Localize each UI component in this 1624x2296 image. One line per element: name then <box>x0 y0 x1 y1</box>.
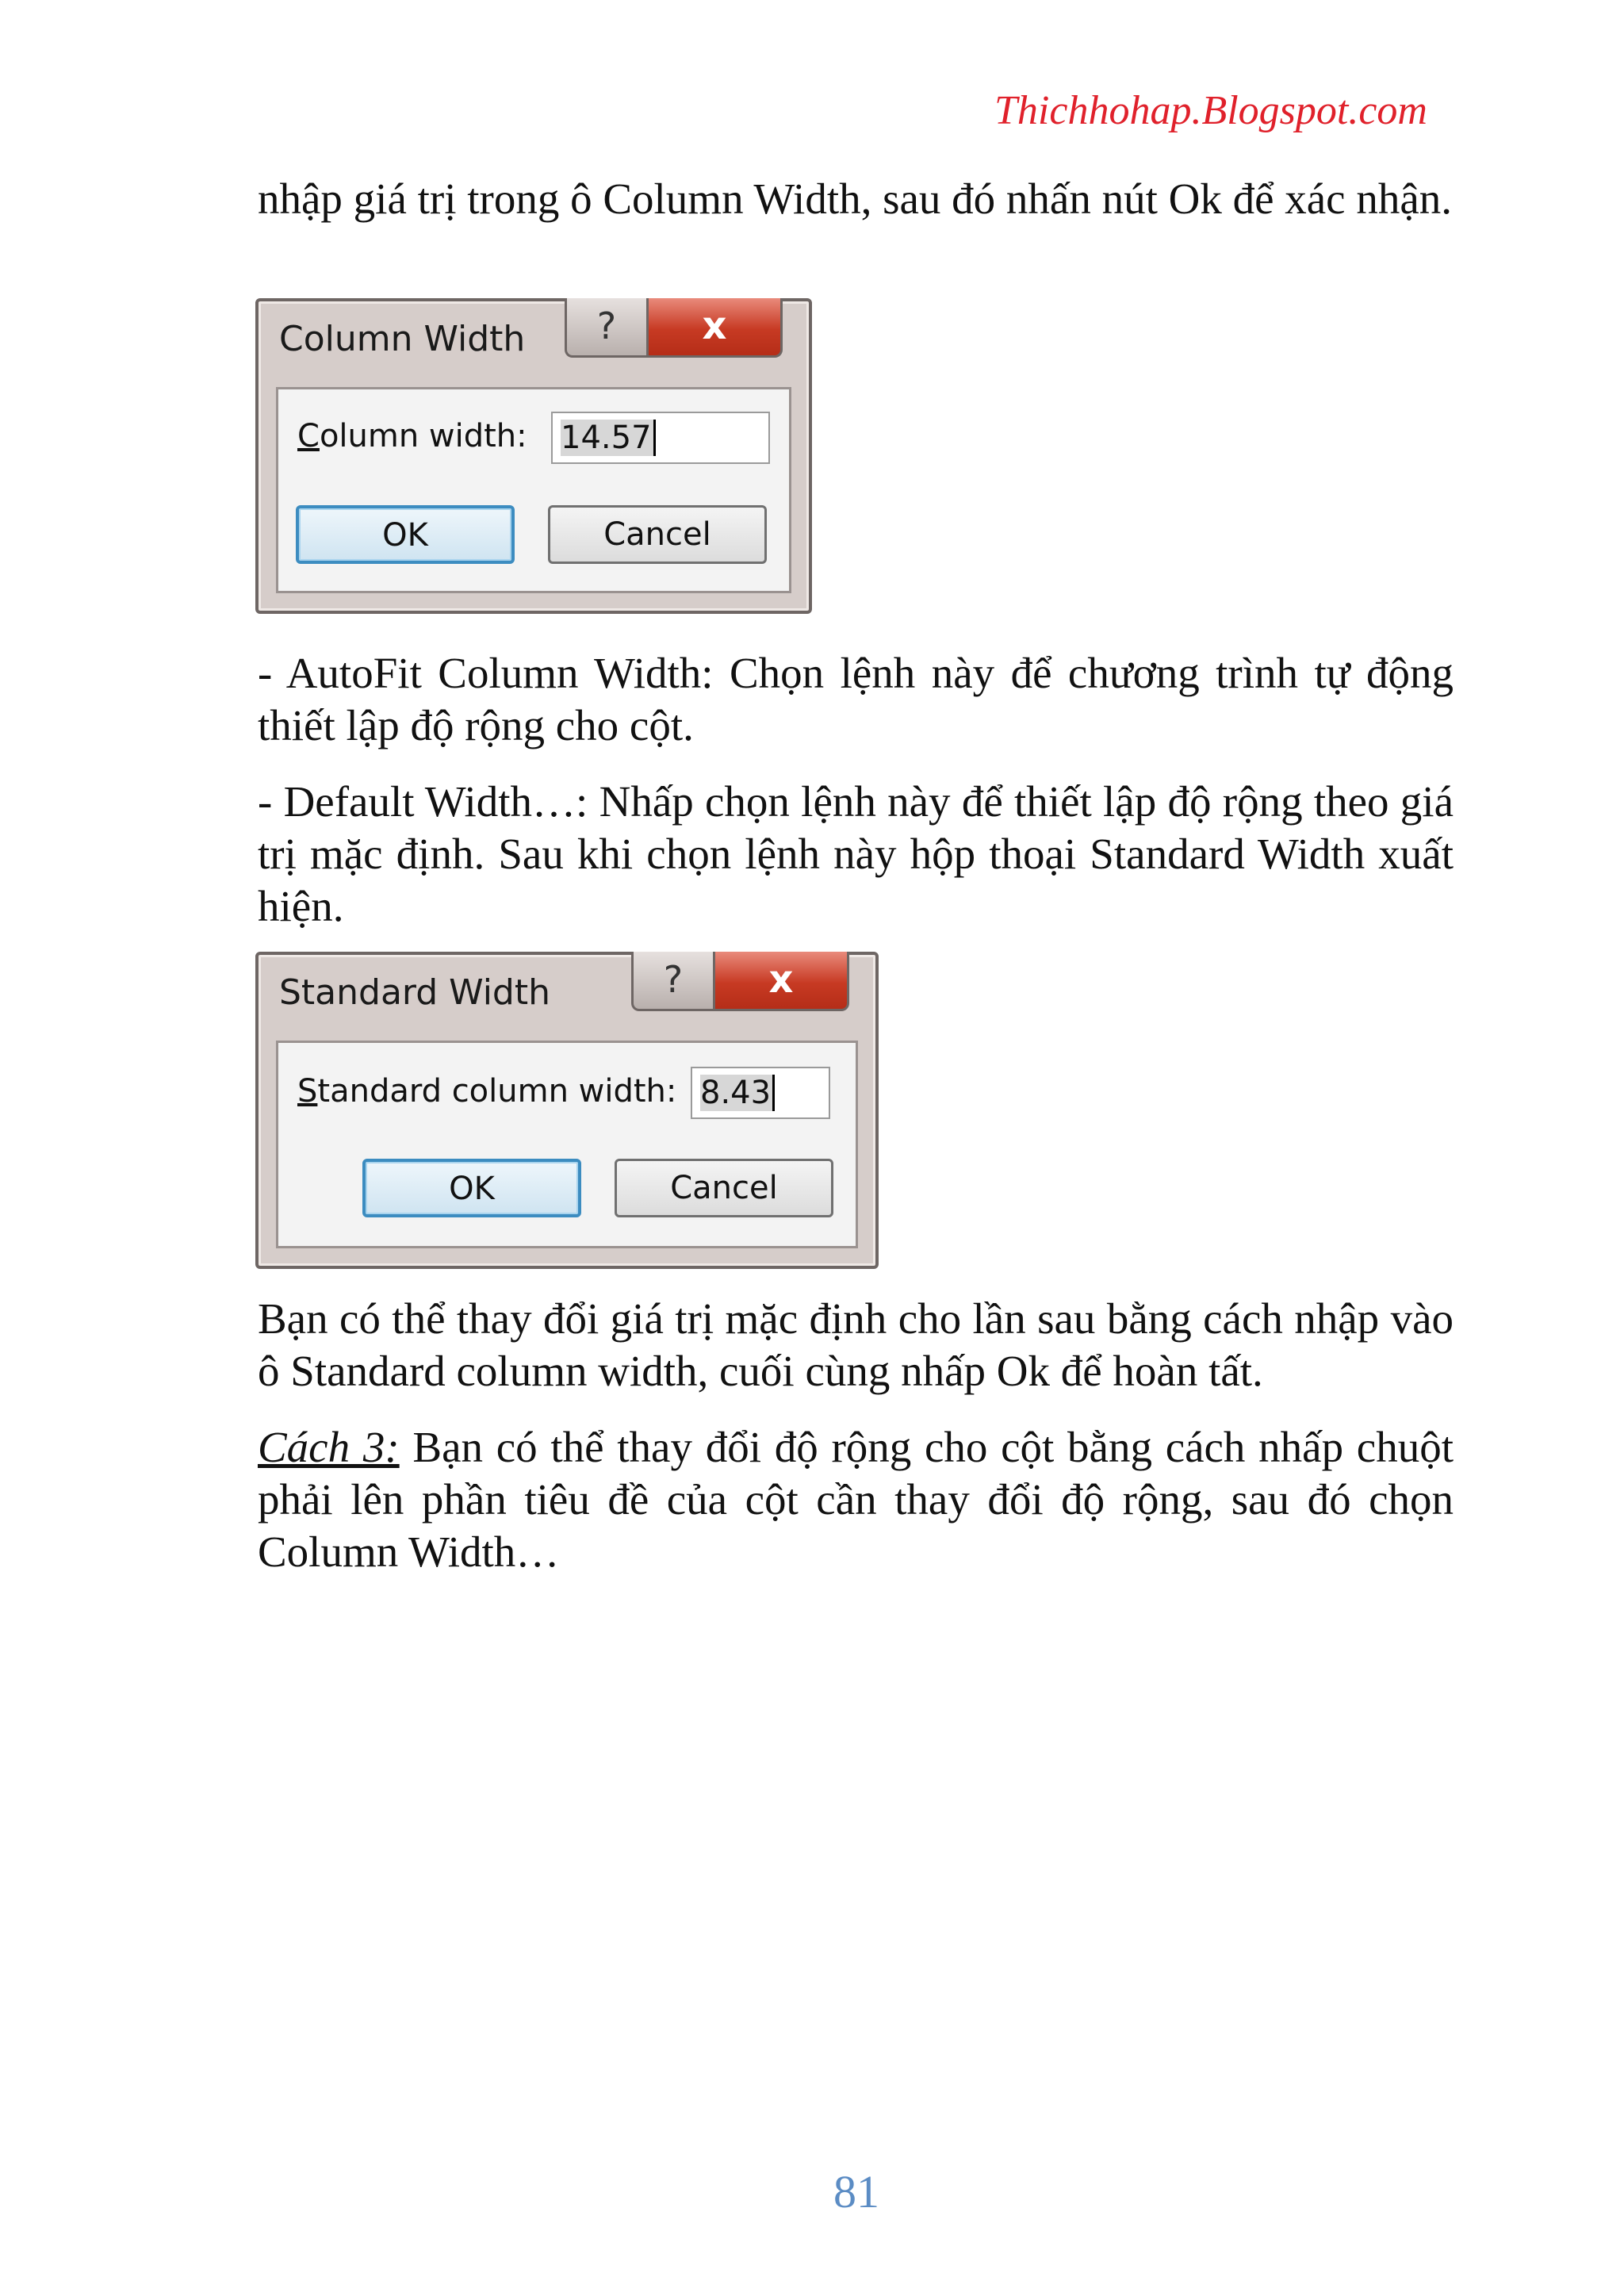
page-number: 81 <box>833 2166 879 2217</box>
paragraph-default-width: - Default Width…: Nhấp chọn lệnh này để thiết lập độ rộng theo giá trị mặc định. Sau khi chọn lệnh này hộp thoại Standard Width xuất hiện. <box>258 777 1454 930</box>
dialog-body <box>276 1041 858 1248</box>
standard-column-width-label: Standard column width: <box>297 1073 677 1110</box>
column-width-dialog <box>255 298 812 614</box>
ok-button[interactable]: OK <box>296 505 515 564</box>
cancel-button[interactable]: Cancel <box>615 1159 833 1217</box>
ok-button[interactable]: OK <box>362 1159 581 1217</box>
help-icon-button[interactable]: ? <box>631 952 715 1011</box>
paragraph-autofit: - AutoFit Column Width: Chọn lệnh này để chương trình tự động thiết lập độ rộng cho cột. <box>258 649 1454 749</box>
standard-column-width-input[interactable]: 8.43 <box>691 1067 830 1119</box>
close-icon-button[interactable]: x <box>715 952 849 1011</box>
site-header-link: Thichhohap.Blogspot.com <box>994 88 1427 133</box>
dialog-title: Standard Width <box>279 972 550 1013</box>
close-icon-button[interactable]: x <box>649 298 783 358</box>
column-width-label: Column width: <box>297 418 527 454</box>
paragraph-intro: nhập giá trị trong ô Column Width, sau đó nhấn nút Ok để xác nhận. <box>258 174 1452 223</box>
help-icon-button[interactable]: ? <box>565 298 649 358</box>
cancel-button[interactable]: Cancel <box>548 505 767 564</box>
standard-width-dialog <box>255 952 879 1269</box>
paragraph-method-3 <box>258 1421 1454 1578</box>
method-3-text: Bạn có thể thay đổi độ rộng cho cột bằng cách nhấp chuột phải lên phần tiêu đề của cột cần thay đổi độ rộng, sau đó chọn Column Width… <box>258 1423 1454 1576</box>
column-width-input[interactable]: 14.57 <box>551 412 770 464</box>
paragraph-standard-width: Bạn có thể thay đổi giá trị mặc định cho lần sau bằng cách nhập vào ô Standard column width, cuối cùng nhấp Ok để hoàn tất. <box>258 1294 1454 1395</box>
dialog-title: Column Width <box>279 319 526 359</box>
dialog-body <box>276 387 791 593</box>
method-3-heading: Cách 3: <box>258 1423 400 1471</box>
